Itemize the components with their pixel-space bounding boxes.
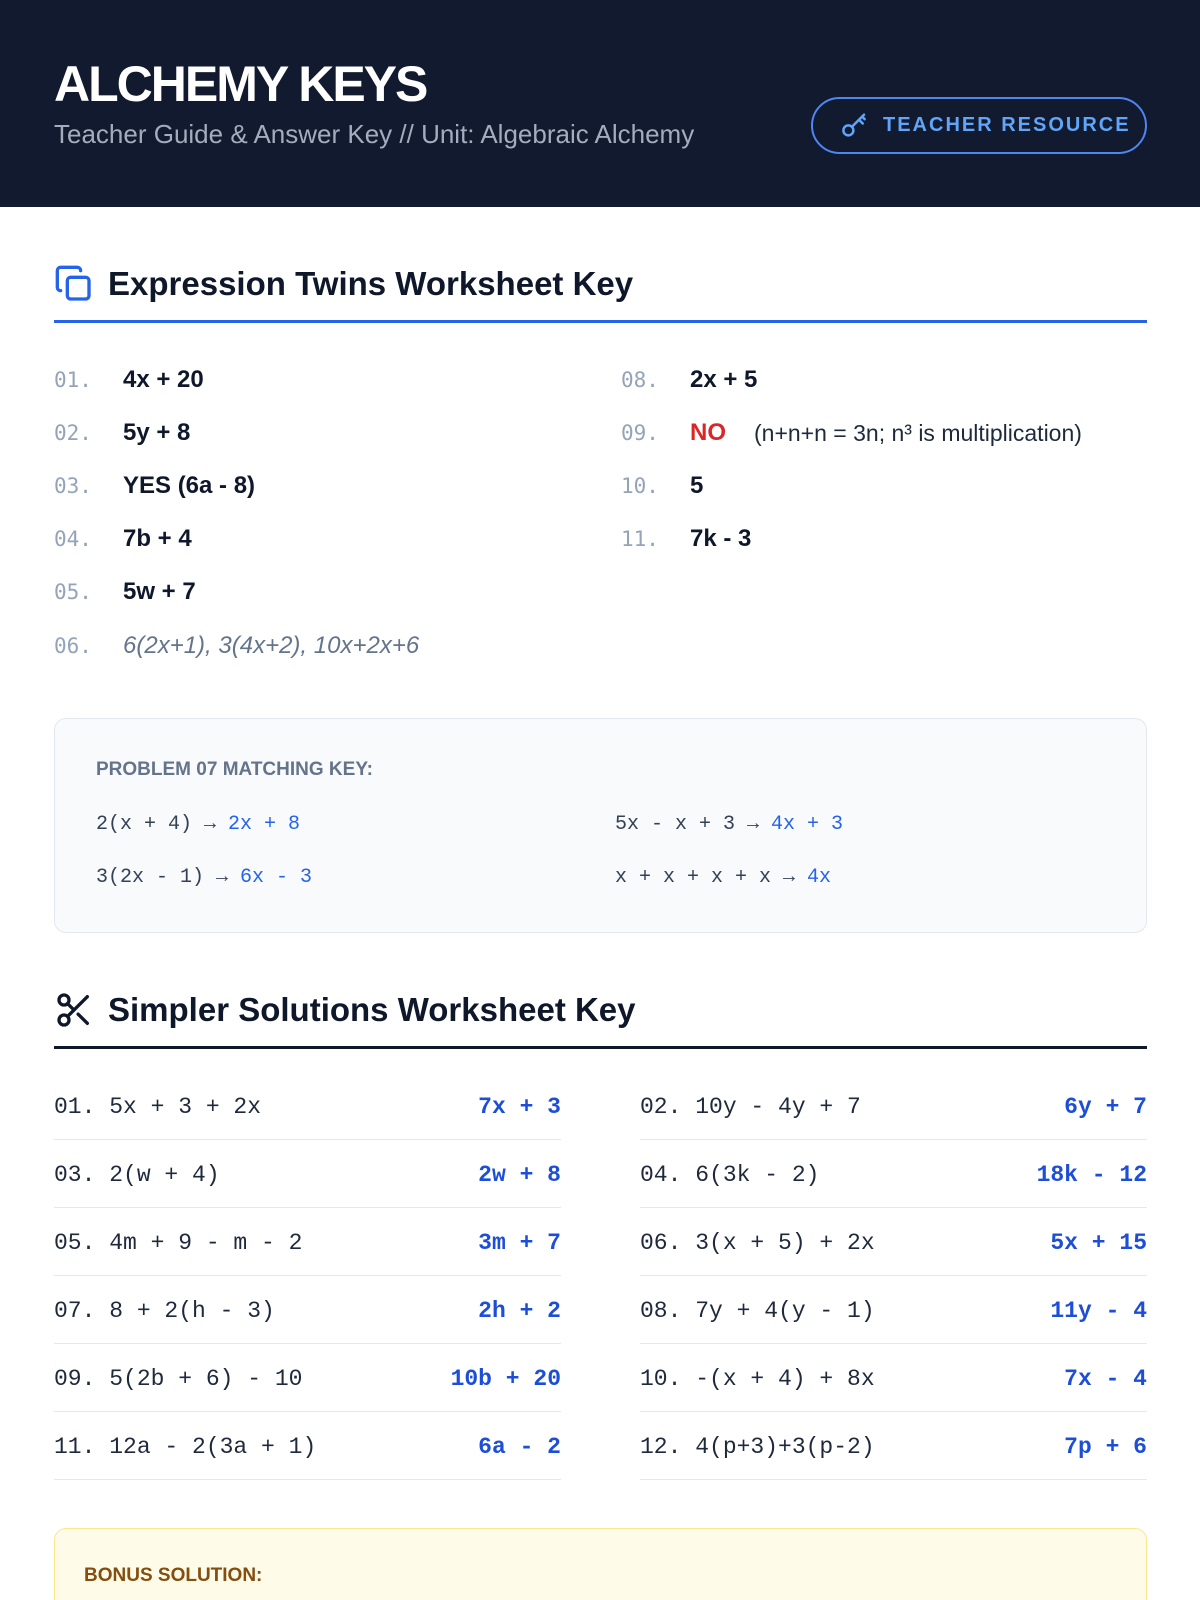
twin-answer-10 [621,466,703,506]
pair-result: 4x [807,866,832,889]
problem-number: 05. [54,580,92,604]
answer-text: 4x + 20 [123,366,204,393]
twin-answer-06 [54,626,419,666]
scissors-icon [54,990,94,1030]
solution-expression: 03. 2(w + 4) [54,1161,220,1188]
solution-expression: 10. -(x + 4) + 8x [640,1365,875,1392]
problem-number: 02. [54,421,92,445]
matching-pair [615,811,843,839]
solution-answer: 2w + 8 [478,1161,561,1188]
brand-title: ALCHEMY KEYS [54,56,427,112]
solution-expression: 09. 5(2b + 6) - 10 [54,1365,303,1392]
solution-answer: 7x + 3 [478,1093,561,1120]
section-title: Simpler Solutions Worksheet Key [108,991,636,1028]
solution-row [54,1140,561,1208]
solution-answer: 10b + 20 [450,1365,561,1392]
solution-expression: 02. 10y - 4y + 7 [640,1093,861,1120]
solution-row [640,1344,1147,1412]
solution-answer: 7x - 4 [1064,1365,1147,1392]
pair-arrow: → [735,813,772,836]
answer-text: YES (6a - 8) [123,472,256,499]
matching-key-box [54,718,1147,933]
solution-row [54,1344,561,1412]
bonus-solution-box [54,1528,1147,1600]
answer-text: 2x + 5 [690,366,758,393]
key-icon [839,111,869,141]
twin-answer-04 [54,519,192,559]
expression-twins-heading [54,251,1147,317]
solution-row [54,1276,561,1344]
solution-row [640,1140,1147,1208]
twin-answer-11 [621,519,751,559]
solution-answer: 7p + 6 [1064,1433,1147,1460]
solution-answer: 6y + 7 [1064,1093,1147,1120]
problem-number: 09. [621,421,659,445]
matching-pair [96,864,312,892]
twin-answer-05 [54,572,196,612]
solution-row [640,1208,1147,1276]
solution-expression: 07. 8 + 2(h - 3) [54,1297,275,1324]
problem-number: 10. [621,474,659,498]
solution-expression: 06. 3(x + 5) + 2x [640,1229,875,1256]
pair-result: 2x + 8 [228,813,301,836]
answer-text: 5w + 7 [123,578,196,605]
bonus-title: BONUS SOLUTION: [84,1565,263,1586]
solution-row [640,1072,1147,1140]
twin-answer-02 [54,413,190,453]
matching-key-title: PROBLEM 07 MATCHING KEY: [96,759,373,780]
answer-text: 6(2x+1), 3(4x+2), 10x+2x+6 [123,632,420,659]
solution-expression: 04. 6(3k - 2) [640,1161,820,1188]
answer-text: 5y + 8 [123,419,191,446]
solution-answer: 11y - 4 [1050,1297,1147,1324]
pair-expression: 3(2x - 1) [96,866,205,889]
solution-answer: 18k - 12 [1036,1161,1147,1188]
problem-number: 03. [54,474,92,498]
pair-arrow: → [771,866,808,889]
answer-text: 5 [690,472,704,499]
solution-expression: 01. 5x + 3 + 2x [54,1093,262,1120]
page-header [0,0,1200,207]
solution-row [54,1072,561,1140]
solution-expression: 05. 4m + 9 - m - 2 [54,1229,303,1256]
section-divider [54,320,1147,323]
solution-row [640,1412,1147,1480]
pair-result: 6x - 3 [240,866,313,889]
problem-number: 01. [54,368,92,392]
brand-subtitle: Teacher Guide & Answer Key // Unit: Algebraic Alchemy [54,119,695,149]
solution-row [640,1276,1147,1344]
solution-expression: 11. 12a - 2(3a + 1) [54,1433,317,1460]
pair-arrow: → [204,866,241,889]
pair-result: 4x + 3 [771,813,844,836]
twin-answer-08 [621,360,757,400]
matching-pair [615,864,831,892]
twin-answer-03 [54,466,255,506]
twin-answer-01 [54,360,204,400]
answer-text: 7k - 3 [690,525,752,552]
section-divider [54,1046,1147,1049]
problem-number: 11. [621,527,659,551]
problem-number: 04. [54,527,92,551]
simpler-solutions-heading [54,977,1147,1043]
badge-label: TEACHER RESOURCE [883,114,1131,136]
answer-text: 7b + 4 [123,525,192,552]
answer-note: (n+n+n = 3n; n³ is multiplication) [754,419,1082,446]
teacher-resource-badge [811,97,1147,154]
solution-answer: 5x + 15 [1050,1229,1147,1256]
solution-answer: 2h + 2 [478,1297,561,1324]
problem-number: 06. [54,634,92,658]
solution-row [54,1208,561,1276]
answer-text: NO [690,419,726,446]
pair-expression: 5x - x + 3 [615,813,736,836]
pair-arrow: → [192,813,229,836]
twin-answer-09 [621,413,1082,453]
pair-expression: x + x + x + x [615,866,772,889]
problem-number: 08. [621,368,659,392]
solution-expression: 12. 4(p+3)+3(p-2) [640,1433,875,1460]
solution-answer: 3m + 7 [478,1229,561,1256]
copy-icon [54,264,94,304]
solution-expression: 08. 7y + 4(y - 1) [640,1297,875,1324]
matching-pair [96,811,300,839]
solution-answer: 6a - 2 [478,1433,561,1460]
solution-row [54,1412,561,1480]
pair-expression: 2(x + 4) [96,813,193,836]
section-title: Expression Twins Worksheet Key [108,265,634,302]
